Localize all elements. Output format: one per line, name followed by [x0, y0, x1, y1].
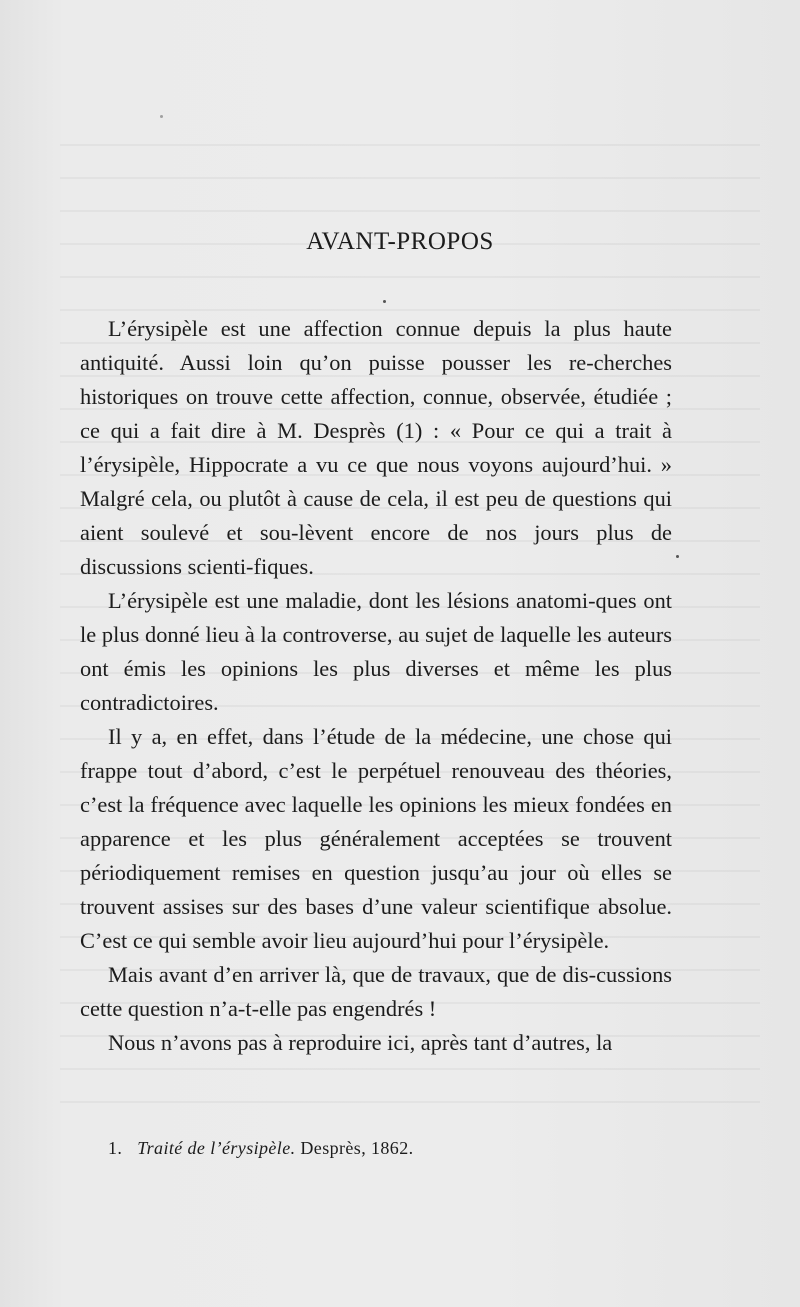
paragraph: L’érysipèle est une maladie, dont les lésions anatomi-ques ont le plus donné lieu à la controverse, au sujet de laquelle les auteurs ont émis les opinions les plus diverses et même les plus contradictoires. — [80, 588, 672, 715]
footnote — [108, 1138, 414, 1159]
paper-speck — [383, 300, 386, 303]
footnote-number: 1. — [108, 1138, 123, 1158]
page-title: AVANT-PROPOS — [306, 228, 494, 255]
footnote-title: Traité de l’érysipèle. — [137, 1138, 296, 1158]
paper-speck — [160, 115, 163, 118]
paragraph: Nous n’avons pas à reproduire ici, après tant d’autres, la — [108, 1030, 613, 1055]
body-text — [80, 312, 672, 1060]
paragraph: Mais avant d’en arriver là, que de travaux, que de dis-cussions cette question n’a-t-elle pas engendrés ! — [80, 962, 672, 1021]
paragraph: Il y a, en effet, dans l’étude de la médecine, une chose qui frappe tout d’abord, c’est le perpétuel renouveau des théories, c’est la fréquence avec laquelle les opinions les mieux fondées en apparence et les plus généralement acceptées se trouvent périodiquement remises en question jusqu’au jour où elles se trouvent assises sur des bases d’une valeur scientifique absolue. C’est ce qui semble avoir lieu aujourd’hui pour l’érysipèle. — [80, 724, 672, 953]
paragraph: L’érysipèle est une affection connue depuis la plus haute antiquité. Aussi loin qu’on puisse pousser les re-cherches historiques on trouve cette affection, connue, observée, étudiée ; ce qui a fait dire à M. Desprès (1) : « Pour ce qui a trait à l’érysipèle, Hippocrate a vu ce que nous voyons aujourd’hui. » Malgré cela, ou plutôt à cause de cela, il est peu de questions qui aient soulevé et sou-lèvent encore de nos jours plus de discussions scienti-fiques. — [80, 316, 672, 579]
paper-speck — [676, 555, 679, 558]
footnote-reference: Desprès, 1862. — [300, 1138, 414, 1158]
